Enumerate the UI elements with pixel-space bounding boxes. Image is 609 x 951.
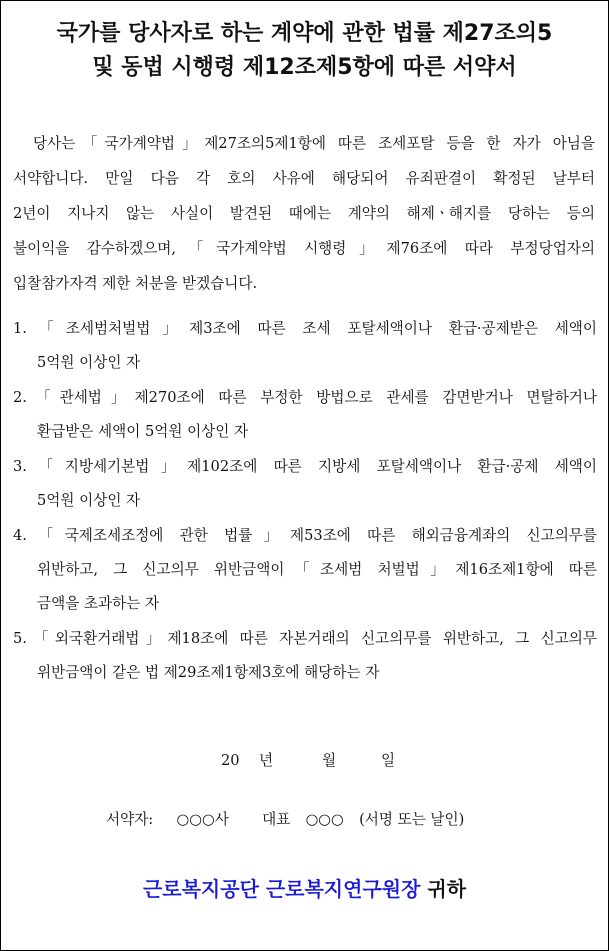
condition-4-line-3: 금액을 초과하는 자 — [37, 595, 160, 612]
title-line-2: 및 동법 시행령 제12조제5항에 따른 서약서 — [92, 55, 517, 80]
condition-1-line-1: 1.「조세범처벌법」제3조에 따른 조세 포탈세액이나 환급·공제받은 세액이 — [13, 320, 597, 337]
condition-item-2 — [13, 381, 597, 449]
condition-3-line-1: 3.「지방세기본법」제102조에 따른 지방세 포탈세액이나 환급·공제 세액이 — [13, 458, 597, 475]
pledge-paragraph — [13, 126, 595, 301]
date-year: 20 — [221, 752, 240, 769]
condition-item-4 — [13, 519, 597, 621]
pledge-line-2: 서약합니다. 만일 다음 각 호의 사유에 해당되어 유죄판결이 확정된 날부터 — [13, 170, 595, 187]
condition-item-3 — [13, 450, 597, 518]
title-line-1: 국가를 당사자로 하는 계약에 관한 법률 제27조의5 — [56, 21, 553, 46]
signature-note: (서명 또는 날인) — [359, 811, 465, 828]
signer-company: ○○○사 — [176, 811, 229, 828]
condition-5-line-2: 위반금액이 같은 법 제29조제1항제3호에 해당하는 자 — [37, 664, 380, 681]
condition-2-line-1: 2.「관세법」제270조에 따른 부정한 방법으로 관세를 감면받거나 면탈하거나 — [13, 389, 597, 406]
signer-line — [106, 808, 464, 832]
condition-item-1 — [13, 312, 597, 380]
pledge-line-5: 입찰참가자격 제한 처분을 받겠습니다. — [13, 275, 258, 292]
signer-rep-name: ○○○ — [305, 811, 344, 828]
date-month-label: 월 — [322, 752, 337, 769]
condition-1-line-2: 5억원 이상인 자 — [37, 354, 141, 371]
pledge-line-4: 불이익을 감수하겠으며,「국가계약법 시행령」제76조에 따라 부정당업자의 — [13, 240, 595, 257]
pledge-line-1: 당사는「국가계약법」제27조의5제1항에 따른 조세포탈 등을 한 자가 아님을 — [33, 135, 595, 152]
condition-4-line-2: 위반하고, 그 신고의무 위반금액이「조세범 처벌법」제16조제1항에 따른 — [37, 561, 597, 578]
recipient-organization: 근로복지공단 근로복지연구원장 — [142, 877, 421, 901]
date-year-label: 년 — [259, 752, 274, 769]
recipient-line — [1, 871, 608, 907]
condition-3-line-2: 5억원 이상인 자 — [37, 492, 141, 509]
recipient-suffix: 귀하 — [427, 877, 467, 901]
signer-label: 서약자: — [106, 811, 154, 828]
condition-5-line-1: 5.「외국환거래법」제18조에 따른 자본거래의 신고의무를 위반하고, 그 신고의무 — [13, 630, 597, 647]
date-day-label: 일 — [381, 752, 396, 769]
condition-4-line-1: 4.「국제조세조정에 관한 법률」제53조에 따른 해외금융계좌의 신고의무를 — [13, 527, 597, 544]
signer-rep-label: 대표 — [262, 811, 291, 828]
condition-item-5 — [13, 622, 597, 690]
pledge-line-3: 2년이 지나지 않는 사실이 발견된 때에는 계약의 해제ㆍ해지를 당하는 등의 — [13, 205, 595, 222]
condition-2-line-2: 환급받은 세액이 5억원 이상인 자 — [37, 423, 249, 440]
document-title — [1, 17, 608, 85]
